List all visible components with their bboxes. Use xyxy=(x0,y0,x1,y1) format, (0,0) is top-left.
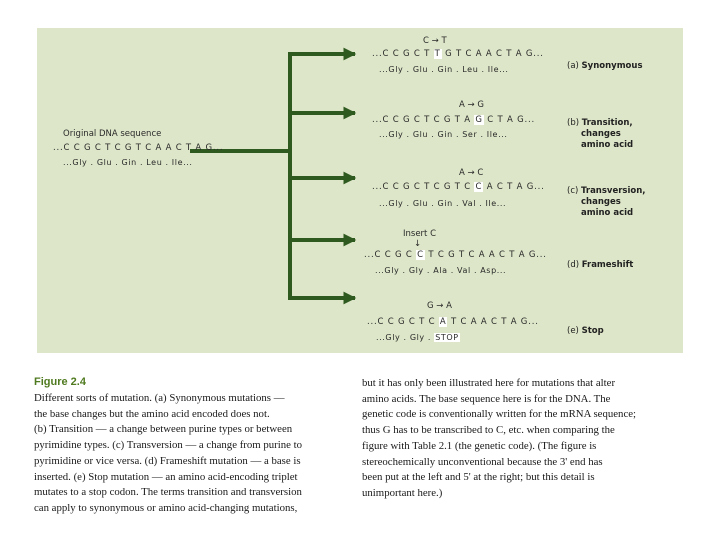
caption-line: been put at the left and 5' at the right; but this detail is xyxy=(362,471,595,484)
mutated-base-c: C xyxy=(475,182,483,192)
caption-line: pyrimidine types. (c) Transversion — a change from purine to xyxy=(34,439,303,452)
stop-codon-box: STOP xyxy=(435,333,459,342)
sequence-d: ...C C G C C T C G T C A A C T A G... xyxy=(364,250,547,260)
mutated-base-e: A xyxy=(439,317,447,327)
label-b: (b) Transition, xyxy=(567,118,633,128)
caption-line: mutates to a stop codon. The terms transition and transversion xyxy=(34,486,302,499)
label-c-line2: changes xyxy=(581,197,621,207)
original-amino-acids: ...Gly . Glu . Gin . Leu . Ile... xyxy=(63,158,193,167)
caption-line: stereochemically unconventional because the 3' end has xyxy=(362,455,603,468)
mutation-figure xyxy=(37,28,683,353)
amino-acids-c: ...Gly . Glu . Gin . Val . Ile... xyxy=(379,199,507,208)
caption-line: inserted. (e) Stop mutation — an amino acid-encoding triplet xyxy=(34,470,298,483)
caption-line: thus G has to be transcribed to C, etc. when comparing the xyxy=(362,424,615,437)
label-b-line2: changes xyxy=(581,129,621,139)
change-d: Insert C xyxy=(403,229,437,239)
caption-line: but it has only been illustrated here for mutations that alter xyxy=(362,377,616,389)
sequence-b: ...C C G C T C G T A G C T A G... xyxy=(372,115,536,125)
caption-line: can apply to synonymous or amino acid-changing mutations, xyxy=(34,501,298,514)
amino-acids-b: ...Gly . Glu . Gin . Ser . Ile... xyxy=(379,130,508,139)
label-d: (d) Frameshift xyxy=(567,260,634,270)
sequence-e: ...C C G C T C A T C A A C T A G... xyxy=(367,317,539,327)
amino-acids-e: ...Gly . Gly . STOP xyxy=(376,333,459,342)
label-c-line3: amino acid xyxy=(581,208,634,218)
label-c: (c) Transversion, xyxy=(567,186,646,196)
amino-acids-a: ...Gly . Glu . Gin . Leu . Ile... xyxy=(379,65,509,74)
change-a: C → T xyxy=(423,36,447,46)
change-b: A → G xyxy=(459,100,484,110)
caption-right-column xyxy=(362,376,702,502)
insert-down-arrow: ↓ xyxy=(414,239,422,249)
inserted-base-d: C xyxy=(417,250,424,260)
caption-line: the base changes but the amino acid encoded does not. xyxy=(34,407,270,420)
sequence-c: ...C C G C T C G T C C A C T A G... xyxy=(372,182,545,192)
caption-left-column xyxy=(34,391,334,517)
mutated-base-b: G xyxy=(475,115,483,125)
caption-line: (b) Transition — a change between purine types or between xyxy=(34,423,293,436)
mutated-base-a: T xyxy=(434,49,441,59)
figure-title: Figure 2.4 xyxy=(34,376,86,388)
change-c: A → C xyxy=(459,168,484,178)
label-b-line3: amino acid xyxy=(581,140,634,150)
caption-line: amino acids. The base sequence here is for the DNA. The xyxy=(362,392,611,405)
amino-acids-d: ...Gly . Gly . Ala . Val . Asp... xyxy=(375,266,507,275)
label-a: (a) Synonymous xyxy=(567,61,643,71)
change-e: G → A xyxy=(427,301,452,311)
original-title: Original DNA sequence xyxy=(63,129,162,139)
caption-line: genetic code is conventionally written for the mRNA sequence; xyxy=(362,408,637,421)
label-e: (e) Stop xyxy=(567,326,604,336)
caption-line: Different sorts of mutation. (a) Synonymous mutations — xyxy=(34,392,285,404)
caption-line: figure with Table 2.1 (the genetic code). (The figure is xyxy=(362,439,597,452)
sequence-a: ...C C G C T T G T C A A C T A G... xyxy=(372,49,544,59)
caption-line: unimportant here.) xyxy=(362,486,443,499)
caption-line: pyrimidine or vice versa. (d) Frameshift mutation — a base is xyxy=(34,454,301,467)
original-sequence: ...C C G C T C G T C A A C T A G... xyxy=(53,143,224,153)
